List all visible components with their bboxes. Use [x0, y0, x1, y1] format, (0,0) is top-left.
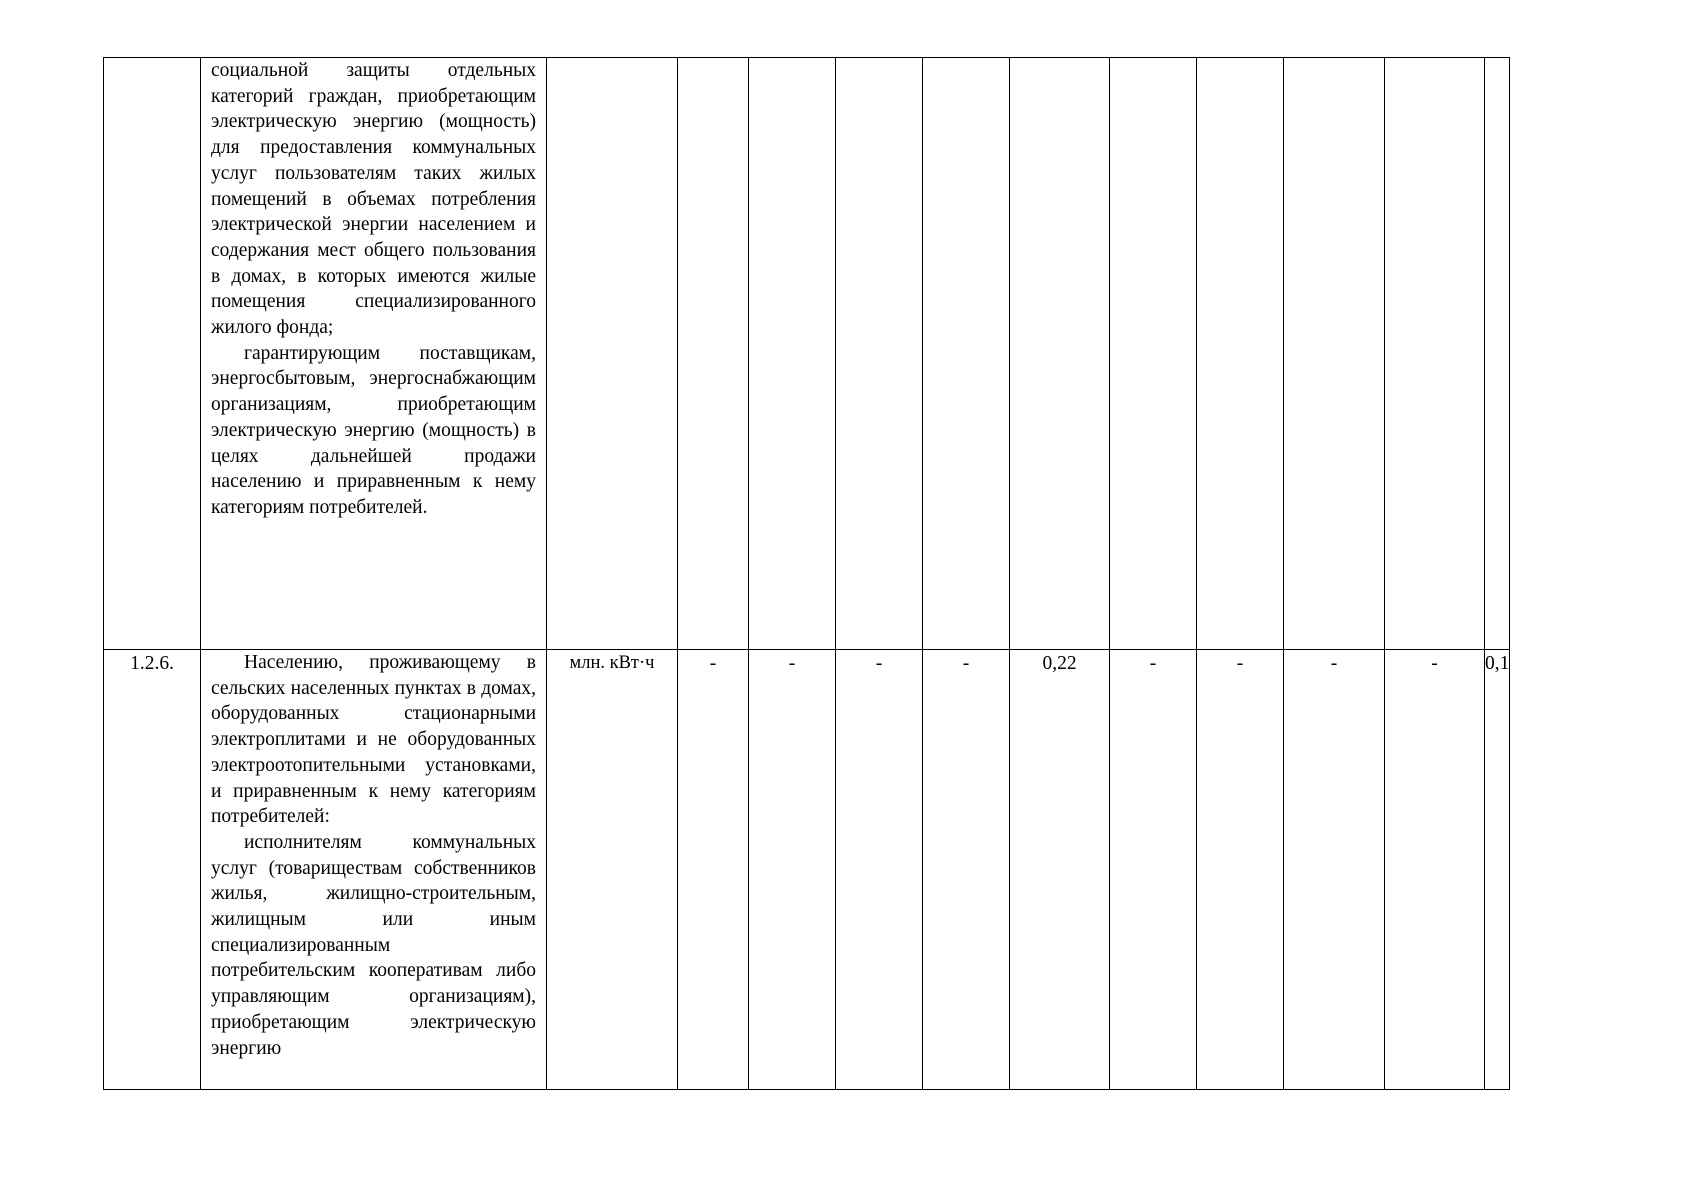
value-cell [1485, 58, 1510, 650]
value-cell: - [1284, 650, 1385, 1090]
unit-cell: млн. кВт·ч [547, 650, 678, 1090]
value-cell [836, 58, 923, 650]
value-cell: - [749, 650, 836, 1090]
value-cell [678, 58, 749, 650]
description-paragraph: социальной защиты отдельных категорий граждан, приобретающим электрическую энергию (мощность) для предоставления коммунальных услуг пользователям таких жилых помещений в объемах потребления электрической энергии населением и содержания мест общего пользования в домах, в которых имеются жилые помещения специализированного жилого фонда; [211, 60, 536, 339]
description-paragraph: гарантирующим поставщикам, энергосбытовым, энергоснабжающим организациям, приобретающим электрическую энергию (мощность) в целях дальнейшей продажи населению и приравненным к нему категориям потребителей. [211, 342, 536, 518]
row-description-cell [201, 58, 547, 650]
value-cell: - [1110, 650, 1197, 1090]
row-number-cell [104, 58, 201, 650]
value-cell: 0,1 [1485, 650, 1510, 1090]
value-cell: - [1385, 650, 1485, 1090]
value-cell [1197, 58, 1284, 650]
value-cell [1284, 58, 1385, 650]
table-row [104, 58, 1510, 650]
row-number-cell: 1.2.6. [104, 650, 201, 1090]
value-cell: - [1197, 650, 1284, 1090]
row-description-cell [201, 650, 547, 1090]
value-cell: - [836, 650, 923, 1090]
description-paragraph: исполнителям коммунальных услуг (товариществам собственников жилья, жилищно-строительным, жилищным или иным специализированным потребительским кооперативам либо управляющим организациям), приобретающим электрическую энергию [211, 831, 536, 1059]
table-row [104, 650, 1510, 1090]
unit-cell [547, 58, 678, 650]
value-cell [1385, 58, 1485, 650]
value-cell [1010, 58, 1110, 650]
description-paragraph: Населению, проживающему в сельских населенных пунктах в домах, оборудованных стационарными электроплитами и не оборудованных электроотопительными установками, и приравненным к нему категориям потребителей: [211, 652, 536, 828]
value-cell [749, 58, 836, 650]
value-cell: - [678, 650, 749, 1090]
value-cell [923, 58, 1010, 650]
value-cell: 0,22 [1010, 650, 1110, 1090]
data-table [103, 57, 1510, 1090]
value-cell: - [923, 650, 1010, 1090]
value-cell [1110, 58, 1197, 650]
